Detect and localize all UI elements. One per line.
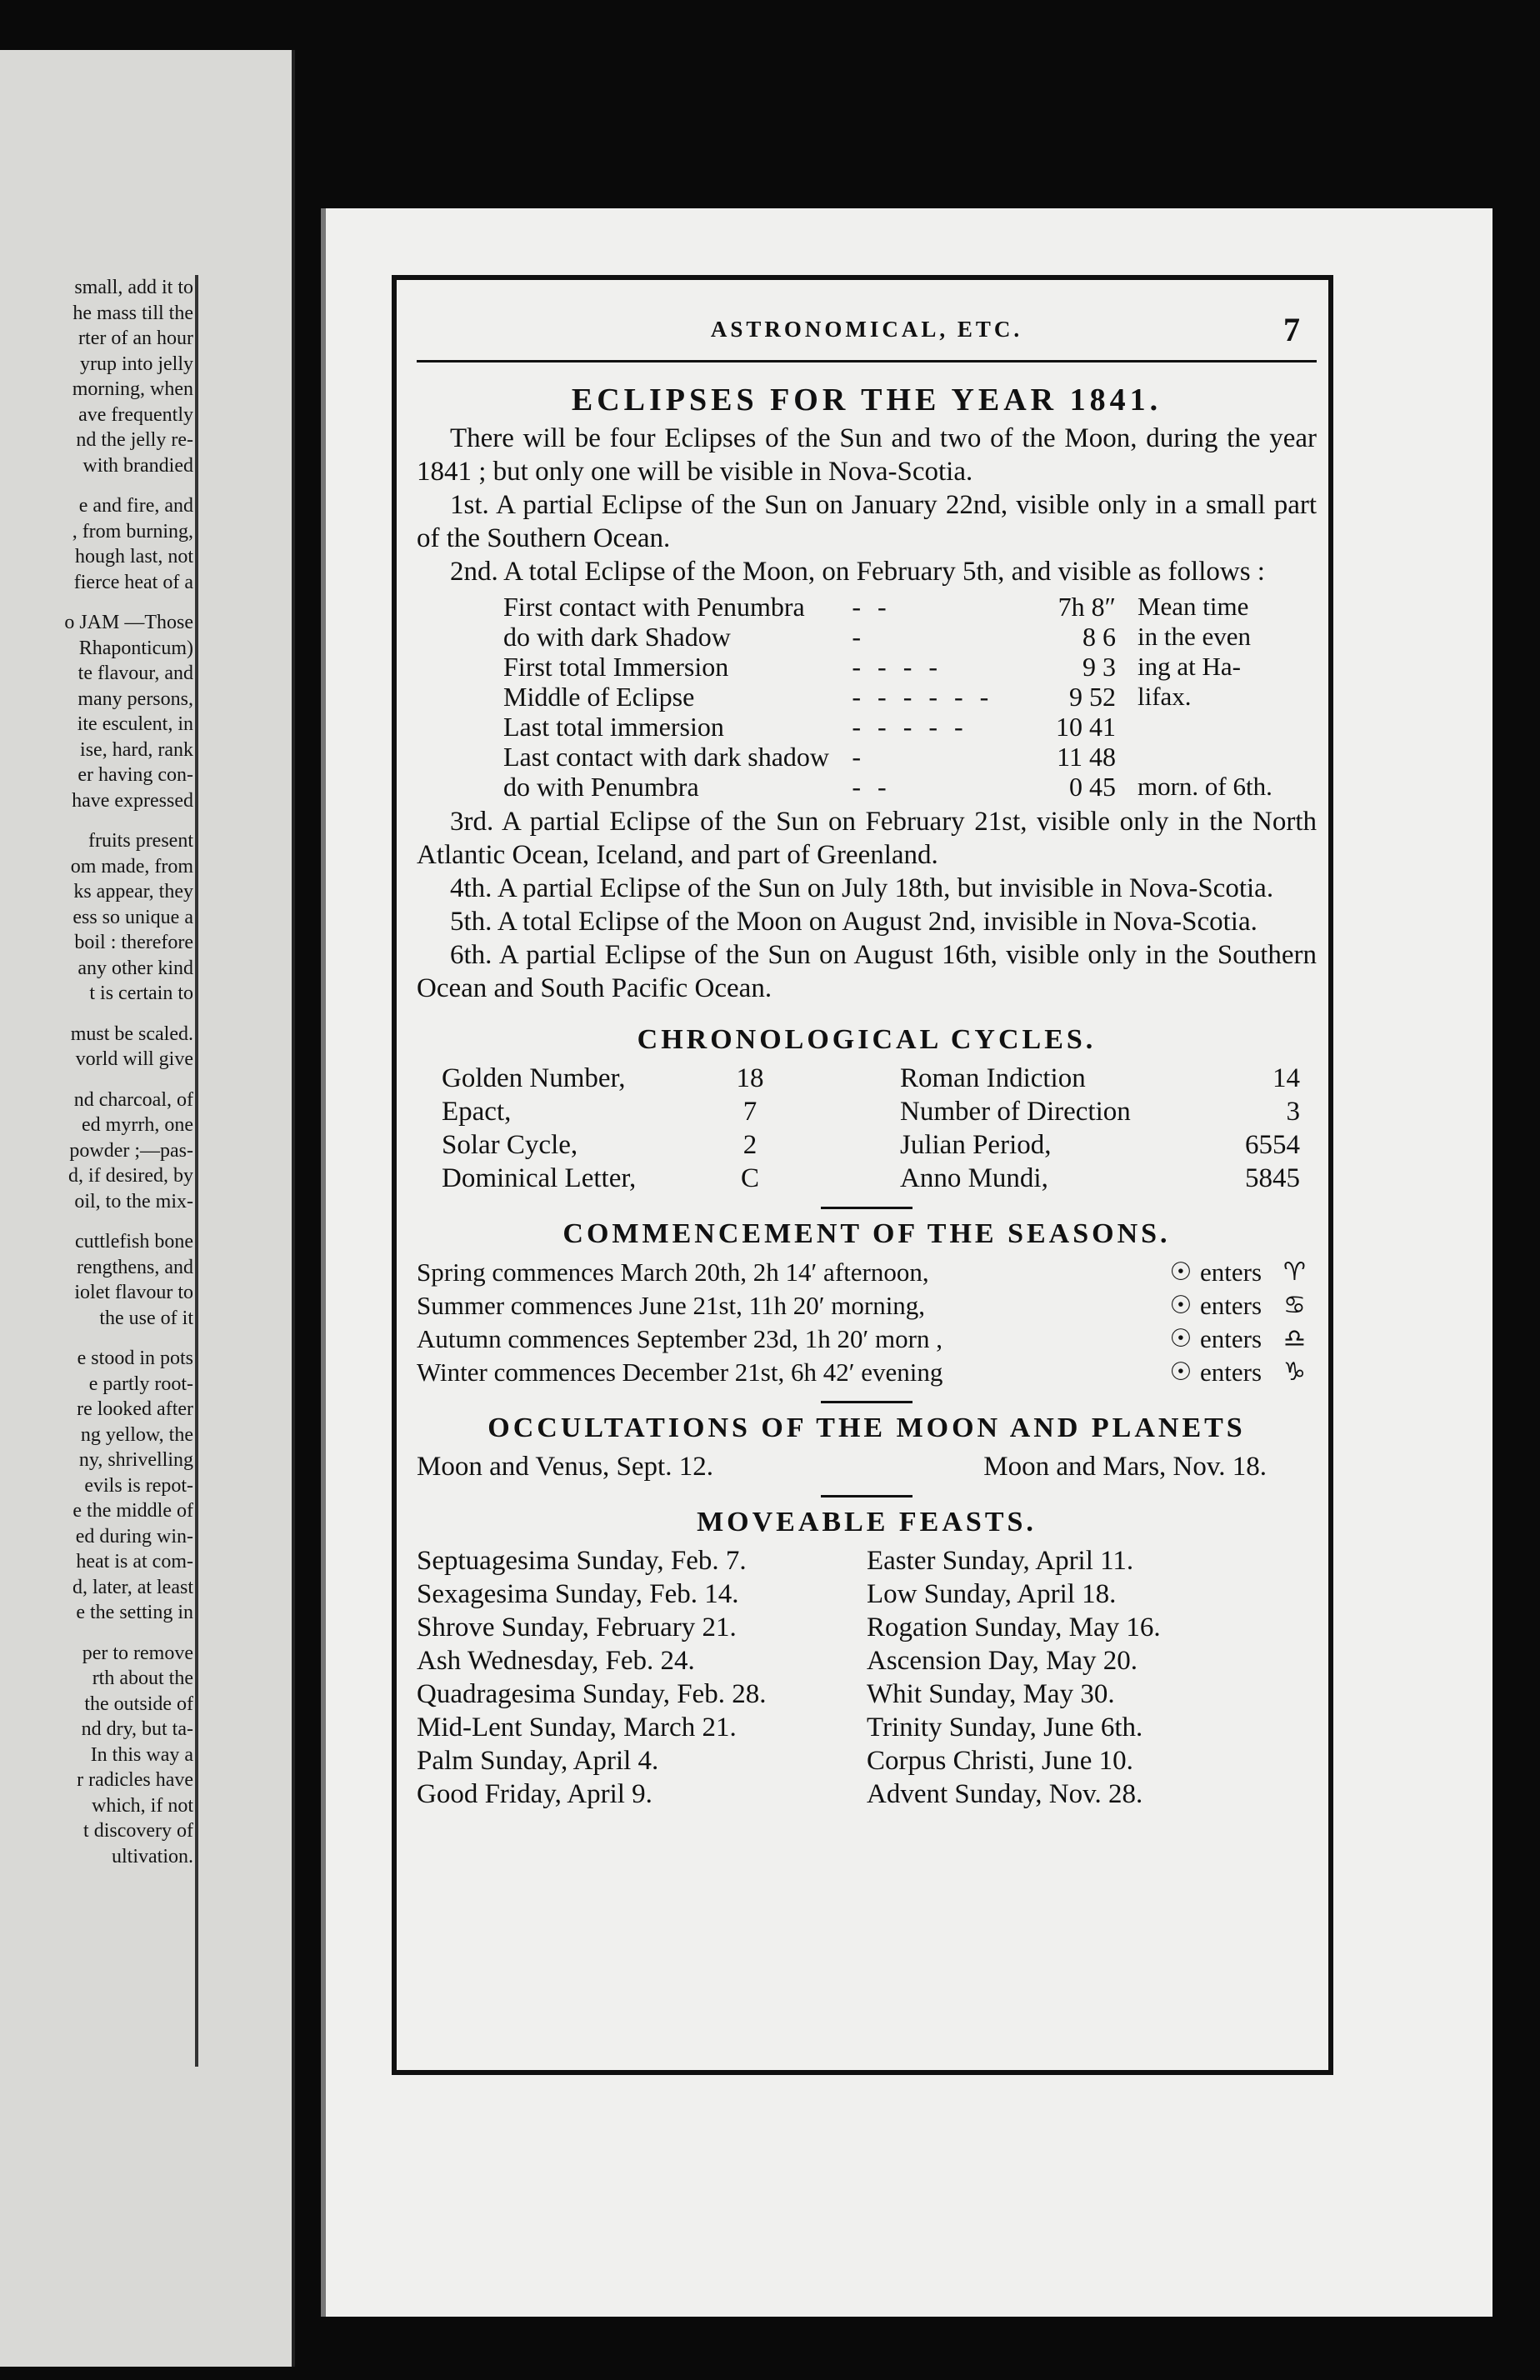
left-page-line: te flavour, and <box>78 662 193 684</box>
eclipse-row <box>500 592 1283 622</box>
eclipse-phase: Last contact with dark shadow <box>503 742 829 772</box>
header-title: ASTRONOMICAL, ETC. <box>710 317 1023 342</box>
eclipse-note <box>1119 712 1283 742</box>
eclipse-second: 2nd. A total Eclipse of the Moon, on February 5th, and visible as follows : <box>450 557 1265 587</box>
left-page-line: fruits present <box>88 830 193 852</box>
eclipse-note: in the even <box>1137 622 1251 651</box>
occultation-venus: Moon and Venus, Sept. 12. <box>417 1452 713 1482</box>
eclipse-dots: - <box>852 622 867 652</box>
cycle-row <box>900 1095 1300 1128</box>
cycles-right-column <box>900 1062 1300 1195</box>
eclipse-fifth: 5th. A total Eclipse of the Moon on August 2nd, invisible in Nova-Scotia. <box>450 907 1258 937</box>
eclipse-phase: Middle of Eclipse <box>503 682 695 712</box>
left-page-line: have expressed <box>72 789 193 812</box>
eclipse-note: ing at Ha- <box>1137 652 1241 681</box>
sun-symbol-icon: ☉ <box>1169 1358 1192 1387</box>
left-page-line: small, add it to <box>74 277 193 298</box>
cycle-label: Epact, <box>442 1097 512 1127</box>
eclipse-phase: do with dark Shadow <box>503 622 731 652</box>
season-enters: enters <box>1200 1258 1262 1287</box>
header-rule <box>417 360 1317 362</box>
cycle-value: 14 <box>1272 1063 1300 1093</box>
occultations-row <box>417 1450 1267 1483</box>
eclipse-phase: First total Immersion <box>503 652 729 682</box>
feast-item: Ascension Day, May 20. <box>867 1646 1138 1676</box>
cycle-label: Roman Indiction <box>900 1063 1086 1093</box>
season-text: Winter commences December 21st, 6h 42′ evening <box>417 1358 943 1387</box>
left-page-line: with brandied <box>82 454 193 477</box>
eclipse-time: 9 52 <box>1068 682 1116 712</box>
left-page-line: rengthens, and <box>77 1256 193 1278</box>
left-page-line <box>0 595 193 610</box>
left-page-line: re looked after <box>77 1398 193 1420</box>
feasts-right-column <box>867 1544 1317 1811</box>
cycles-title: CHRONOLOGICAL CYCLES. <box>637 1024 1097 1055</box>
eclipse-dots: - - <box>852 592 892 622</box>
left-page-line: nd dry, but ta- <box>81 1718 193 1740</box>
left-page-line <box>0 1626 193 1641</box>
eclipse-note: lifax. <box>1137 682 1192 711</box>
eclipse-note <box>1119 742 1283 772</box>
cycle-row <box>442 1062 783 1095</box>
left-page-line: er having con- <box>78 764 193 786</box>
cycles-table <box>442 1062 1300 1195</box>
left-page-line: heat is at com- <box>76 1551 193 1572</box>
left-page-line: boil : therefore <box>74 932 193 953</box>
left-page-line: e the middle of <box>72 1500 193 1522</box>
eclipse-timetable <box>500 592 1283 802</box>
left-page-line: ks appear, they <box>73 881 193 902</box>
feast-item: Septuagesima Sunday, Feb. 7. <box>417 1546 747 1576</box>
left-page-line: , from burning, <box>72 520 193 542</box>
feast-item: Corpus Christi, June 10. <box>867 1746 1133 1776</box>
left-page-line <box>0 813 193 828</box>
eclipses-intro: There will be four Eclipses of the Sun and two of the Moon, during the year 1841 ; but only one will be visible in Nova-Scotia. <box>417 423 1317 487</box>
left-page-line: must be scaled. <box>70 1022 193 1045</box>
left-page-line: yrup into jelly <box>80 352 193 375</box>
eclipse-row <box>500 772 1283 802</box>
eclipse-phase: Last total immersion <box>503 712 724 742</box>
eclipse-note: morn. of 6th. <box>1137 772 1272 801</box>
feast-item: Good Friday, April 9. <box>417 1779 652 1809</box>
cycle-label: Anno Mundi, <box>900 1163 1048 1193</box>
left-page-line: t is certain to <box>89 982 193 1004</box>
occultations-title: OCCULTATIONS OF THE MOON AND PLANETS <box>488 1412 1246 1443</box>
left-page-line: ise, hard, rank <box>80 738 193 761</box>
cycle-label: Number of Direction <box>900 1097 1131 1127</box>
zodiac-sign-icon: ♑ <box>1283 1358 1306 1387</box>
cycle-row <box>900 1062 1300 1095</box>
cycle-value: 7 <box>742 1097 758 1127</box>
left-page-line: ave frequently <box>78 403 193 426</box>
eclipse-dots: - - <box>852 772 892 802</box>
eclipse-dots: - <box>852 742 867 772</box>
feast-item: Mid-Lent Sunday, March 21. <box>417 1712 737 1742</box>
left-page-line: e stood in pots <box>77 1348 193 1369</box>
eclipse-third: 3rd. A partial Eclipse of the Sun on February 21st, visible only in the North Atlantic Ocean, Iceland, and part of Greenland. <box>417 807 1317 870</box>
left-column-rule <box>195 275 198 2067</box>
eclipse-phase: do with Penumbra <box>503 772 699 802</box>
left-page-line <box>0 1007 193 1022</box>
left-page-line: Rhaponticum) <box>78 637 193 659</box>
eclipse-row <box>500 742 1283 772</box>
season-row <box>417 1256 1317 1289</box>
eclipse-note: Mean time <box>1137 592 1249 621</box>
cycle-row <box>442 1128 783 1162</box>
left-page-line: hough last, not <box>75 546 193 568</box>
page-content <box>417 375 1317 1811</box>
feast-item: Low Sunday, April 18. <box>867 1579 1117 1609</box>
section-rule <box>821 1207 912 1209</box>
cycle-value: 2 <box>742 1130 758 1160</box>
eclipse-sixth: 6th. A partial Eclipse of the Sun on August 16th, visible only in the Southern Ocean and South Pacific Ocean. <box>417 940 1317 1003</box>
left-page-line: the outside of <box>84 1692 193 1715</box>
left-page-line: nd the jelly re- <box>76 429 193 451</box>
left-page-line: oil, to the mix- <box>74 1190 193 1212</box>
left-page-line: d, later, at least <box>72 1576 193 1598</box>
season-row <box>417 1289 1317 1322</box>
seasons-list <box>417 1256 1317 1389</box>
zodiac-sign-icon: ♈ <box>1283 1258 1306 1287</box>
occultation-mars: Moon and Mars, Nov. 18. <box>983 1452 1267 1482</box>
left-page-line <box>0 478 193 493</box>
season-text: Autumn commences September 23d, 1h 20′ morn , <box>417 1324 942 1353</box>
eclipse-dots: - - - - <box>852 652 943 682</box>
left-page-line: fierce heat of a <box>73 571 193 593</box>
cycle-value: 3 <box>1286 1097 1300 1127</box>
left-page-line: iolet flavour to <box>74 1282 193 1303</box>
cycle-label: Julian Period, <box>900 1130 1052 1160</box>
feasts-table <box>417 1544 1317 1811</box>
zodiac-sign-icon: ♎ <box>1283 1324 1306 1353</box>
eclipse-time: 11 48 <box>1057 742 1116 772</box>
left-page-line: which, if not <box>92 1794 193 1817</box>
season-text: Spring commences March 20th, 2h 14′ afternoon, <box>417 1258 929 1287</box>
left-page-line: morning, when <box>72 378 193 400</box>
feasts-title: MOVEABLE FEASTS. <box>697 1507 1037 1538</box>
section-rule <box>821 1401 912 1403</box>
left-page-line: ite esculent, in <box>77 713 193 735</box>
left-page-line: cuttlefish bone <box>75 1231 193 1252</box>
left-page-line: r radicles have <box>77 1769 193 1791</box>
cycle-label: Golden Number, <box>442 1063 626 1093</box>
left-page-line: nd charcoal, of <box>73 1088 193 1111</box>
sun-symbol-icon: ☉ <box>1169 1258 1192 1287</box>
left-page-line: powder ;—pas- <box>69 1139 193 1162</box>
eclipse-row <box>500 682 1283 712</box>
left-page-line: he mass till the <box>72 302 193 324</box>
page-number: 7 <box>1283 311 1300 348</box>
left-page-line: many persons, <box>78 688 193 710</box>
left-page-line: ed myrrh, one <box>82 1114 193 1136</box>
cycle-row <box>442 1095 783 1128</box>
cycle-row <box>442 1162 783 1195</box>
left-page-line <box>0 1072 193 1088</box>
feast-item: Advent Sunday, Nov. 28. <box>867 1779 1143 1809</box>
sun-symbol-icon: ☉ <box>1169 1291 1192 1320</box>
left-page-line: ng yellow, the <box>80 1423 193 1446</box>
left-page-line: e and fire, and <box>78 495 193 517</box>
season-enters: enters <box>1200 1291 1262 1320</box>
section-rule <box>821 1495 912 1498</box>
season-enters: enters <box>1200 1324 1262 1353</box>
sun-symbol-icon: ☉ <box>1169 1324 1192 1353</box>
eclipse-fourth: 4th. A partial Eclipse of the Sun on July 18th, but invisible in Nova-Scotia. <box>450 873 1274 903</box>
feast-item: Palm Sunday, April 4. <box>417 1746 659 1776</box>
cycle-label: Solar Cycle, <box>442 1130 578 1160</box>
season-enters: enters <box>1200 1358 1262 1387</box>
zodiac-sign-icon: ♋ <box>1283 1291 1306 1320</box>
feast-item: Quadragesima Sunday, Feb. 28. <box>417 1679 767 1709</box>
cycle-row <box>900 1128 1300 1162</box>
left-page-line: rth about the <box>92 1668 193 1689</box>
cycle-value: 18 <box>736 1063 764 1093</box>
left-page-line: ultivation. <box>112 1845 193 1868</box>
left-page-text <box>0 275 193 1869</box>
eclipse-dots: - - - - - <box>852 712 968 742</box>
left-page-line: e the setting in <box>76 1602 193 1623</box>
season-row <box>417 1356 1317 1389</box>
season-row <box>417 1322 1317 1356</box>
left-page-line: e partly root- <box>88 1372 193 1395</box>
eclipse-time: 9 3 <box>1082 652 1116 682</box>
running-header <box>417 311 1317 358</box>
feast-item: Shrove Sunday, February 21. <box>417 1612 737 1642</box>
feasts-left-column <box>417 1544 867 1811</box>
left-page-line: evils is repot- <box>84 1474 193 1497</box>
cycle-row <box>900 1162 1300 1195</box>
eclipse-time: 10 41 <box>1055 712 1116 742</box>
feast-item: Rogation Sunday, May 16. <box>867 1612 1161 1642</box>
eclipse-row <box>500 712 1283 742</box>
left-page-line: o JAM —Those <box>64 612 193 633</box>
feast-item: Trinity Sunday, June 6th. <box>867 1712 1143 1742</box>
left-page-line: any other kind <box>78 957 193 979</box>
left-page-line: In this way a <box>90 1743 193 1766</box>
eclipse-phase: First contact with Penumbra <box>503 592 805 622</box>
cycle-value: 6554 <box>1245 1130 1300 1160</box>
feast-item: Easter Sunday, April 11. <box>867 1546 1134 1576</box>
left-page-line <box>0 1331 193 1346</box>
left-page-line: d, if desired, by <box>68 1165 193 1187</box>
eclipse-dots: - - - - - - <box>852 682 994 712</box>
feast-item: Whit Sunday, May 30. <box>867 1679 1115 1709</box>
left-page-line: vorld will give <box>75 1048 193 1070</box>
cycle-value: 5845 <box>1245 1163 1300 1193</box>
feast-item: Sexagesima Sunday, Feb. 14. <box>417 1579 739 1609</box>
left-page-line: ed during win- <box>75 1525 193 1548</box>
left-page-line: om made, from <box>70 855 193 878</box>
cycles-left-column <box>442 1062 783 1195</box>
seasons-title: COMMENCEMENT OF THE SEASONS. <box>562 1218 1171 1249</box>
left-page-line: rter of an hour <box>78 328 193 349</box>
eclipse-first: 1st. A partial Eclipse of the Sun on January 22nd, visible only in a small part of the Southern Ocean. <box>417 490 1317 553</box>
eclipse-row <box>500 622 1283 652</box>
left-page-line: the use of it <box>99 1307 193 1329</box>
cycle-value: C <box>740 1163 759 1193</box>
eclipse-row <box>500 652 1283 682</box>
eclipse-time: 7h 8″ <box>1058 592 1116 622</box>
left-page-line: ess so unique a <box>72 906 193 928</box>
left-page-line: per to remove <box>82 1642 193 1664</box>
left-page-line <box>0 1214 193 1229</box>
left-page-line: ny, shrivelling <box>78 1449 193 1471</box>
feast-item: Ash Wednesday, Feb. 24. <box>417 1646 695 1676</box>
eclipses-title: ECLIPSES FOR THE YEAR 1841. <box>571 382 1162 418</box>
season-text: Summer commences June 21st, 11h 20′ morning, <box>417 1291 926 1320</box>
left-page-line: t discovery of <box>83 1820 193 1842</box>
eclipse-time: 8 6 <box>1082 622 1116 652</box>
eclipse-time: 0 45 <box>1068 772 1116 802</box>
cycle-label: Dominical Letter, <box>442 1163 637 1193</box>
